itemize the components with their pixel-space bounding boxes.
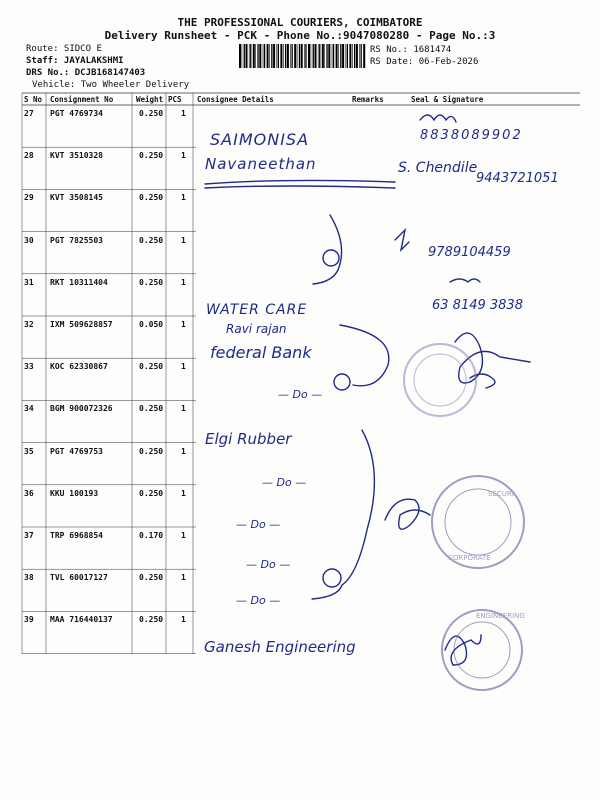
row-sno: 31: [24, 277, 34, 287]
handwriting-consignee-33: federal Bank: [210, 343, 312, 362]
handwriting-signature-28: S. Chendile: [398, 160, 478, 176]
row-pcs: 1: [181, 362, 186, 372]
row-pcs: 1: [181, 235, 186, 245]
row-sno: 34: [24, 404, 34, 414]
row-weight: 0.250: [139, 193, 164, 203]
row-consignment-no: KKU 100193: [50, 488, 99, 498]
col-remarks: Remarks: [352, 95, 384, 104]
handwriting-phone-28: 9443721051: [476, 171, 559, 186]
seal-stamp-39: [442, 610, 525, 690]
handwriting-phone-31: 63 8149 3838: [432, 298, 523, 313]
rs-date: RS Date: 06-Feb-2026: [370, 57, 479, 67]
row-consignment-no: IXM 509628857: [50, 320, 113, 329]
col-sno: S No: [24, 95, 43, 104]
svg-text:ENGINEERING: ENGINEERING: [476, 612, 525, 620]
bracket-32-33: [340, 325, 389, 386]
vehicle-label: Vehicle: Two Wheeler Delivery: [32, 80, 190, 90]
rs-number: RS No.: 1681474: [370, 45, 452, 55]
row-sno: 36: [24, 488, 34, 498]
row-pcs: 1: [181, 320, 186, 329]
row-pcs: 1: [181, 446, 186, 456]
row-weight: 0.250: [139, 109, 164, 118]
staff-label: Staff: JAYALAKSHMI: [26, 56, 124, 66]
handwriting-ditto-37: — Do —: [236, 518, 281, 531]
row-sno: 33: [24, 362, 34, 372]
row-weight: 0.250: [139, 362, 164, 372]
row-pcs: 1: [181, 531, 186, 540]
row-consignment-no: RKT 10311404: [50, 277, 108, 287]
row-sno: 32: [24, 320, 34, 329]
row-weight: 0.250: [139, 488, 164, 498]
barcode: [239, 44, 367, 68]
seal-stamp-33: [404, 344, 476, 416]
runsheet-subtitle: Delivery Runsheet - PCK - Phone No.:9047080280 - Page No.:3: [104, 29, 496, 42]
handwriting-phone-27: 8838089902: [420, 128, 523, 143]
row-consignment-no: KOC 62330867: [50, 362, 108, 372]
row-consignment-no: TRP 6968854: [50, 531, 103, 540]
row-sno: 29: [24, 193, 34, 203]
row-weight: 0.250: [139, 277, 164, 287]
col-consignment: Consignment No: [50, 95, 114, 104]
row-sno: 35: [24, 446, 34, 456]
handwriting-phone-30: 9789104459: [428, 245, 511, 260]
row-consignment-no: KVT 3508145: [50, 193, 103, 203]
row-consignment-no: BGM 900072326: [50, 404, 113, 414]
strike-29: [205, 180, 395, 184]
signature-27: [420, 115, 456, 122]
handwriting-ditto-38a: — Do —: [246, 558, 291, 571]
handwriting-consignee-31: WATER CARE: [206, 302, 308, 318]
row-weight: 0.170: [139, 531, 164, 540]
signature-37: [385, 499, 430, 529]
row-pcs: 1: [181, 488, 186, 498]
row-sno: 27: [24, 109, 34, 118]
row-sno: 28: [24, 151, 34, 161]
row-weight: 0.250: [139, 151, 164, 161]
handwriting-ditto-38b: — Do —: [236, 594, 281, 607]
row-pcs: 1: [181, 573, 186, 583]
row-weight: 0.250: [139, 446, 164, 456]
row-consignment-no: PGT 4769753: [50, 446, 103, 456]
col-consignee: Consignee Details: [197, 95, 274, 104]
row-pcs: 1: [181, 404, 186, 414]
col-weight: Weight: [136, 95, 164, 104]
runsheet-title: THE PROFESSIONAL COURIERS, COIMBATORE: [177, 16, 423, 29]
handwriting-consignee-27: SAIMONISA: [210, 130, 310, 149]
row-weight: 0.250: [139, 573, 164, 583]
row-weight: 0.250: [139, 615, 164, 625]
row-pcs: 1: [181, 615, 186, 625]
row-pcs: 1: [181, 109, 186, 118]
row-sno: 38: [24, 573, 34, 583]
signature-39: [445, 635, 481, 665]
handwriting-consignee-39: Ganesh Engineering: [204, 638, 356, 656]
route-label: Route: SIDCO E: [26, 44, 102, 54]
row-consignment-no: KVT 3510328: [50, 151, 103, 161]
row-consignment-no: TVL 60017127: [50, 573, 108, 583]
row-consignment-no: PGT 4769734: [50, 109, 103, 118]
signature-30: [395, 230, 409, 250]
handwriting-consignee-35: Elgi Rubber: [205, 430, 292, 448]
row-sno: 37: [24, 531, 34, 540]
row-weight: 0.250: [139, 235, 164, 245]
handwriting-ditto-34: — Do —: [278, 388, 323, 401]
svg-text:CORPORATE: CORPORATE: [448, 554, 491, 562]
handwriting-consignee-32: Ravi rajan: [226, 322, 287, 336]
row-weight: 0.250: [139, 404, 164, 414]
bracket-35-38: [312, 430, 374, 599]
bracket-30-31: [313, 215, 342, 284]
handwriting-consignee-28: Navaneethan: [205, 155, 317, 173]
svg-text:SECURI: SECURI: [488, 490, 514, 498]
signature-31: [450, 279, 480, 282]
handwriting-ditto-36: — Do —: [262, 476, 307, 489]
col-pcs: PCS: [168, 95, 182, 104]
row-pcs: 1: [181, 193, 186, 203]
row-sno: 30: [24, 235, 34, 245]
row-consignment-no: PGT 7825503: [50, 235, 103, 245]
row-consignment-no: MAA 716440137: [50, 615, 113, 625]
seal-stamp-37: [432, 476, 524, 568]
signature-32: [455, 333, 530, 383]
row-pcs: 1: [181, 151, 186, 161]
row-sno: 39: [24, 615, 34, 625]
drs-label: DRS No.: DCJB168147403: [26, 68, 146, 78]
row-pcs: 1: [181, 277, 186, 287]
col-seal: Seal & Signature: [411, 95, 484, 104]
row-weight: 0.050: [139, 320, 164, 329]
signature-33: [470, 374, 495, 388]
